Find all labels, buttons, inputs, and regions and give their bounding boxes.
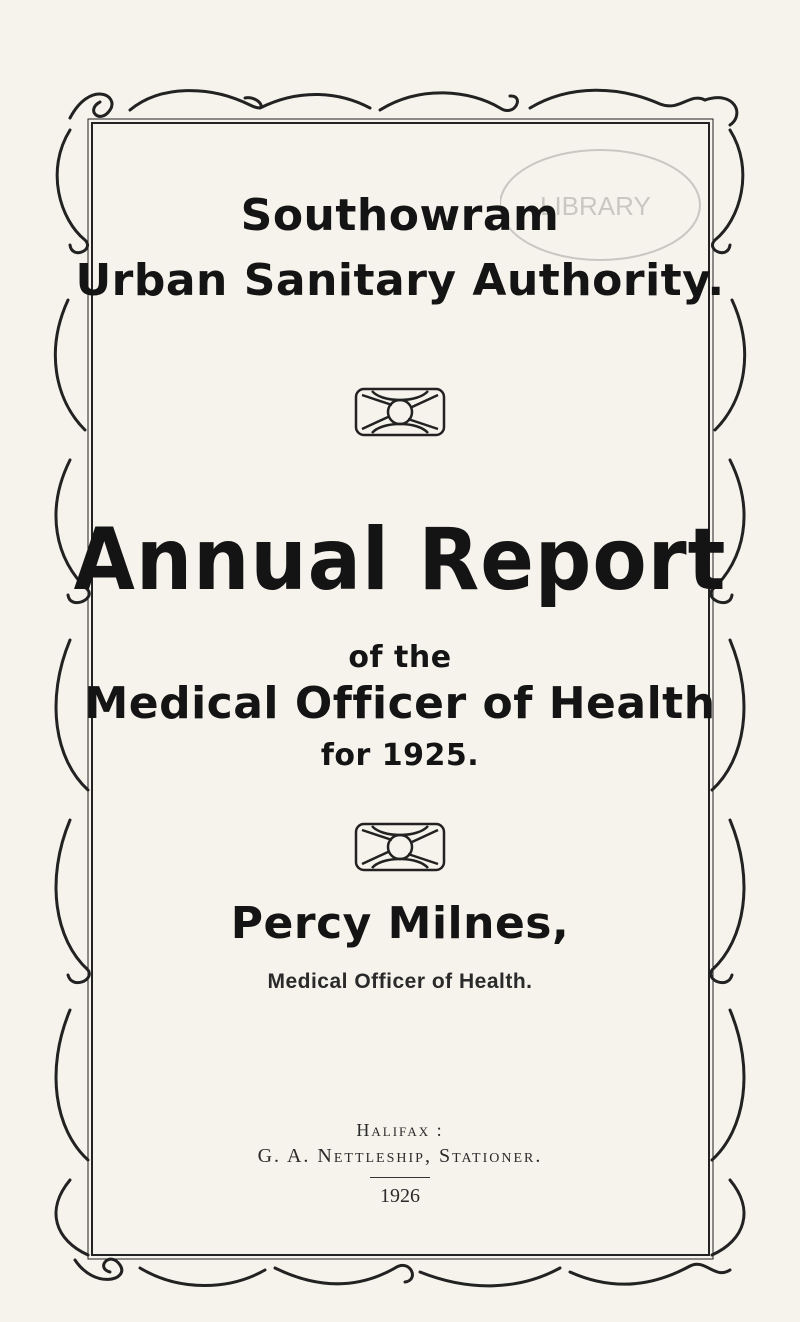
author-role: Medical Officer of Health. xyxy=(267,970,533,993)
authority-line-2: Urban Sanitary Authority. xyxy=(75,255,725,306)
officer-line: Medical Officer of Health xyxy=(84,678,716,729)
publisher-name: G. A. Nettleship, Stationer. xyxy=(257,1145,543,1167)
report-title: Annual Report xyxy=(73,510,727,610)
authority-line-1: Southowram xyxy=(240,190,560,241)
of-the-text: of the xyxy=(348,640,452,675)
report-year: for 1925. xyxy=(320,738,480,773)
publication-year: 1926 xyxy=(380,1185,420,1207)
celtic-knot-ornament-icon xyxy=(352,818,448,876)
celtic-knot-ornament-icon xyxy=(352,383,448,441)
divider xyxy=(370,1177,430,1178)
library-stamp-text: LIBRARY xyxy=(540,191,651,221)
publisher-place: Halifax : xyxy=(356,1120,444,1140)
author-name: Percy Milnes, xyxy=(230,898,570,949)
